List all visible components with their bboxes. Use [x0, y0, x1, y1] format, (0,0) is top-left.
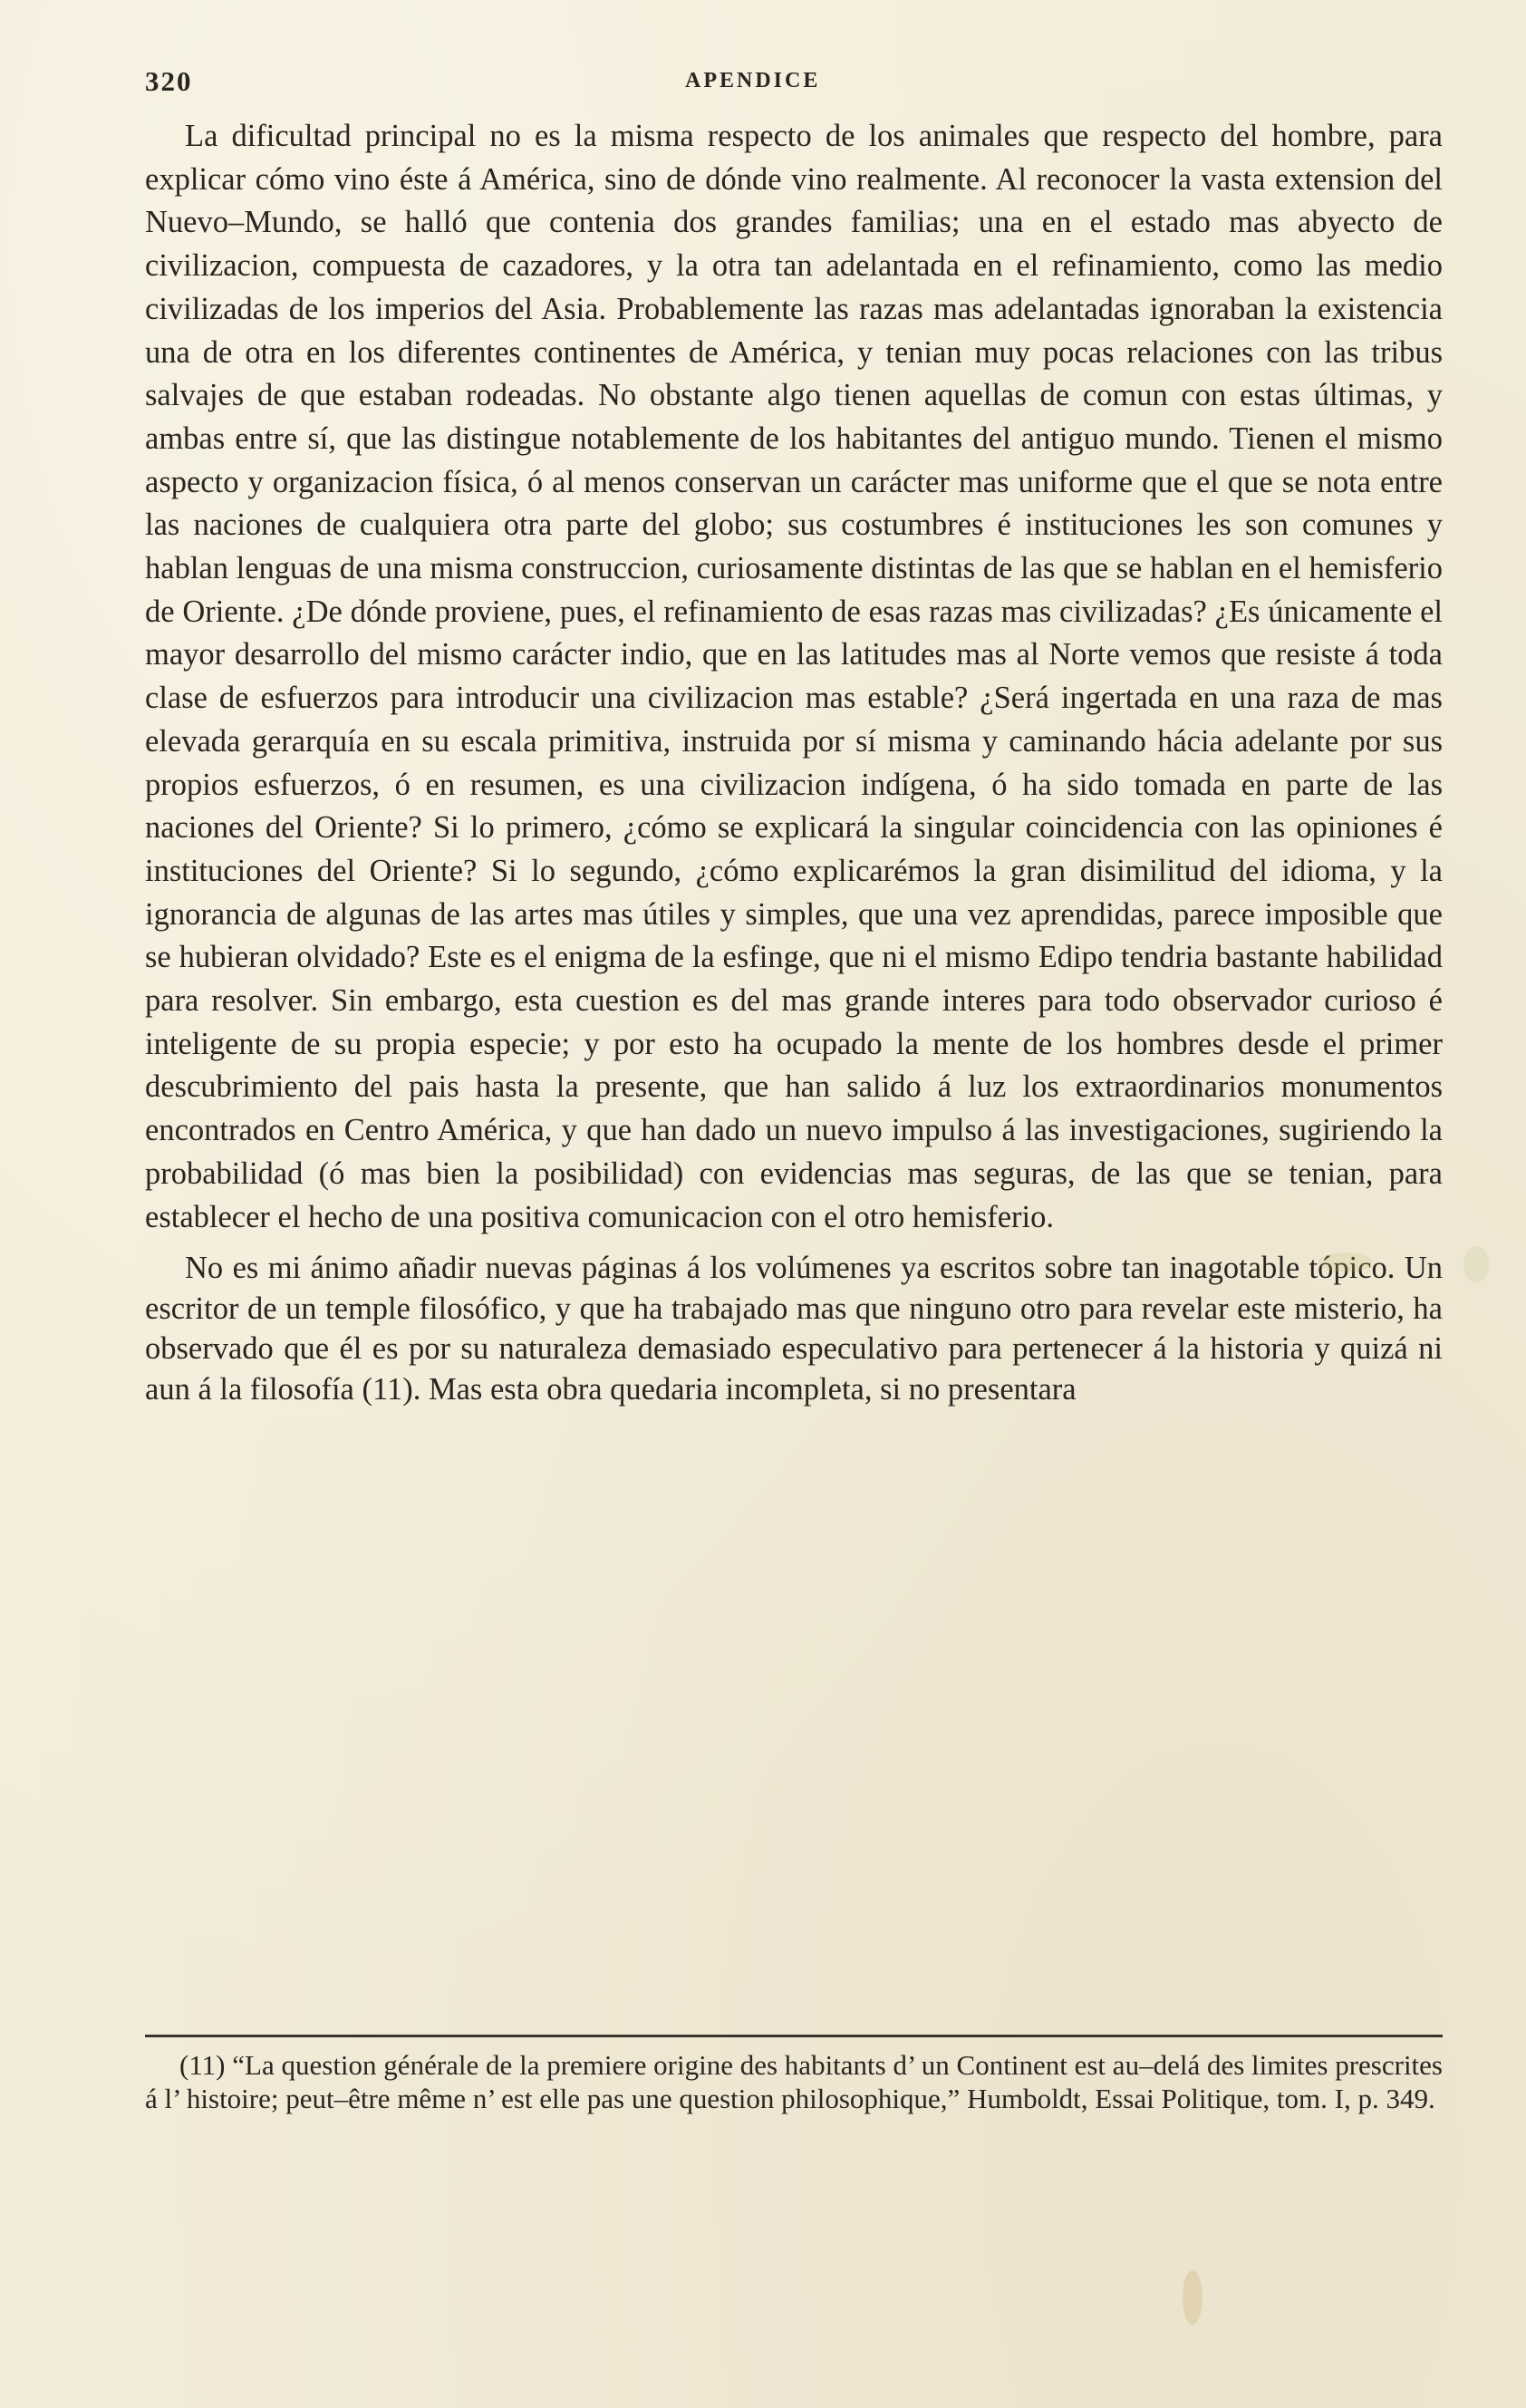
paper-stain: [1183, 2270, 1202, 2325]
footnote: (11) “La question générale de la premiere origine des habitants d’ un Continent est au–delá des limites prescrites á l’ histoire; peut–être même n’ est elle pas une question philosophique,” Humboldt, Essai Politique, tom. I, p. 349.: [145, 2049, 1443, 2114]
paragraph-1: La dificultad principal no es la misma respecto de los animales que respecto del hombre, para explicar cómo vino éste á América, sino de dónde vino realmente. Al reconocer la vasta extension del Nuevo–Mundo, se halló que contenia dos grandes familias; una en el estado mas abyecto de civilizacion, compuesta de cazadores, y la otra tan adelantada en el refinamiento, como las medio civilizadas de los imperios del Asia. Probablemente las razas mas adelantadas ignoraban la existencia una de otra en los diferentes continentes de América, y tenian muy pocas relaciones con las tribus salvajes de que estaban rodeadas. No obstante algo tienen aquellas de comun con estas últimas, y ambas entre sí, que las distingue notablemente de los habitantes del antiguo mundo. Tienen el mismo aspecto y organizacion física, ó al menos conservan un carácter mas uniforme que el que se nota entre las naciones de cualquiera otra parte del globo; sus costumbres é instituciones les son comunes y hablan lenguas de una misma construccion, curiosamente distintas de las que se hablan en el hemisferio de Oriente. ¿De dónde proviene, pues, el refinamiento de esas razas mas civilizadas? ¿Es únicamente el mayor desarrollo del mismo carácter indio, que en las latitudes mas al Norte vemos que resiste á toda clase de esfuerzos para introducir una civilizacion mas estable? ¿Será ingertada en una raza de mas elevada gerarquía en su escala primitiva, instruida por sí misma y caminando hácia adelante por sus propios esfuerzos, ó en resumen, es una civilizacion indígena, ó ha sido tomada en parte de las naciones del Oriente? Si lo primero, ¿cómo se explicará la singular coincidencia con las opiniones é instituciones del Oriente? Si lo segundo, ¿cómo explicarémos la gran disimilitud del idioma, y la ignorancia de algunas de las artes mas útiles y simples, que una vez aprendidas, parece imposible que se hubieran olvidado? Este es el enigma de la esfinge, que ni el mismo Edipo tendria bastante habilidad para resolver. Sin embargo, esta cuestion es del mas grande interes para todo observador curioso é inteligente de su propia especie; y por esto ha ocupado la mente de los hombres desde el primer descubrimiento del pais hasta la presente, que han salido á luz los extraordinarios monumentos encontrados en Centro América, y que han dado un nuevo impulso á las investigaciones, sugiriendo la probabilidad (ó mas bien la posibilidad) con evidencias mas seguras, de las que se tenian, para establecer el hecho de una positiva comunicacion con el otro hemisferio.: [145, 119, 1443, 1234]
main-text: [145, 115, 1443, 1409]
running-head: APENDICE: [685, 69, 821, 92]
paragraph-2: No es mi ánimo añadir nuevas páginas á los volúmenes ya escritos sobre tan inagotable tópico. Un escritor de un temple filosófico, y que ha trabajado mas que ninguno otro para revelar este misterio, ha observado que él es por su naturaleza demasiado especulativo para pertenecer á la historia y quizá ni aun á la filosofía (11). Mas esta obra quedaria incompleta, si no presentara: [145, 1251, 1443, 1407]
footnote-divider: [145, 2035, 1443, 2037]
page-header: [145, 65, 1441, 111]
page-number: 320: [145, 65, 193, 97]
paper-stain: [1463, 1246, 1489, 1282]
